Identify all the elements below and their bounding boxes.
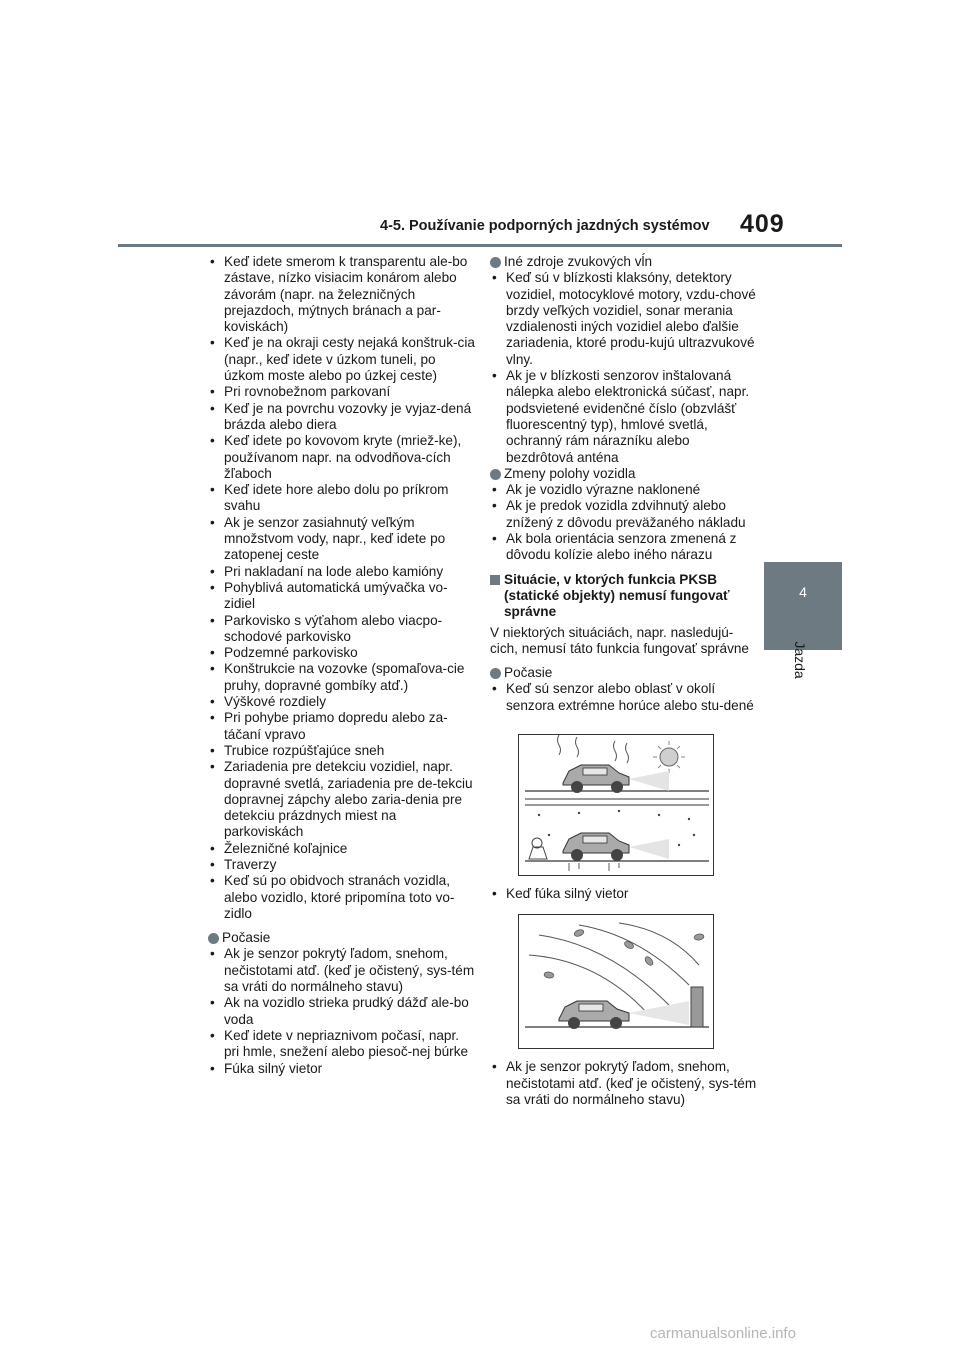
- chapter-label-text: Jazda: [792, 641, 808, 679]
- list-item: • Ak je predok vozidla zdvihnutý alebo znížený z dôvodu preväžaného nákladu: [490, 498, 760, 531]
- list-item: • Keď idete v nepriaznivom počasí, napr. pri hmle, snežení alebo piesoč-nej búrke: [208, 1028, 476, 1061]
- list-item: • Železničné koľajnice: [208, 841, 476, 857]
- list-item: • Ak na vozidlo strieka prudký dážď ale-bo voda: [208, 995, 476, 1028]
- list-item: • Výškové rozdiely: [208, 694, 476, 710]
- position-bullet-list: [490, 482, 760, 563]
- circle-bullet-icon: [208, 933, 219, 944]
- page-number: 409: [740, 210, 785, 238]
- list-item: • Keď sú senzor alebo oblasť v okolí senzora extrémne horúce alebo stu-dené: [490, 681, 760, 714]
- list-item: • Zariadenia pre detekciu vozidiel, napr. dopravné svetlá, zariadenia pre de-tekciu dopravnej zápchy alebo zaria-denia pre detekciu prázdnych miest na parkoviskách: [208, 759, 476, 840]
- chapter-number: 4: [799, 584, 807, 600]
- pksb-intro: V niektorých situáciách, napr. nasledujú-cich, nemusí táto funkcia fungovať správne: [490, 624, 749, 656]
- list-item: • Keď fúka silný vietor: [490, 886, 760, 902]
- square-bullet-icon: [490, 575, 500, 585]
- footer-watermark: carmanualsonline.info: [650, 1325, 796, 1342]
- list-item: • Trubice rozpúšťajúce sneh: [208, 743, 476, 759]
- position-heading: Zmeny polohy vozidla: [490, 466, 760, 482]
- list-item: • Keď je na povrchu vozovky je vyjaz-dená brázda alebo diera: [208, 401, 476, 434]
- circle-bullet-icon: [490, 257, 501, 268]
- header-rule: [118, 244, 842, 247]
- list-item: • Keď idete po kovovom kryte (mriež-ke), používanom napr. na odvodňova-cích žľaboch: [208, 433, 476, 482]
- list-item: • Traverzy: [208, 857, 476, 873]
- list-item: • Ak je vozidlo výrazne naklonené: [490, 482, 760, 498]
- left-column: [208, 254, 476, 1077]
- list-item: • Ak je senzor pokrytý ľadom, snehom, nečistotami atď. (keď je očistený, sys-tém sa vráti do normálneho stavu): [208, 946, 476, 995]
- list-item: • Keď je na okraji cesty nejaká konštruk-cia (napr., keď idete v úzkom tuneli, po úzkom moste alebo po úzkej ceste): [208, 335, 476, 384]
- circle-bullet-icon: [490, 469, 501, 480]
- left-bullet-list-2: [208, 946, 476, 1076]
- section-title: 4-5. Používanie podporných jazdných systémov: [380, 218, 710, 234]
- list-item: • Ak je v blízkosti senzorov inštalovaná nálepka alebo elektronická súčasť, napr. podsvietené evidenčné číslo (obzvlášť fluorescentný typ), hmlové svetlá, ochranný rám nárazníku alebo bezdrôtová anténa: [490, 368, 760, 466]
- page-header: [0, 0, 960, 250]
- list-item: • Keď sú po obidvoch stranách vozidla, alebo vozidlo, ktoré pripomína toto vo-zidlo: [208, 873, 476, 922]
- list-item: • Konštrukcie na vozovke (spomaľova-cie pruhy, dopravné gombíky atď.): [208, 661, 476, 694]
- list-item: • Fúka silný vietor: [208, 1061, 476, 1077]
- list-item: • Pri nakladaní na lode alebo kamióny: [208, 564, 476, 580]
- wind-illustration: [519, 915, 715, 1050]
- list-item: • Pri rovnobežnom parkovaní: [208, 384, 476, 400]
- list-item: • Ak je senzor zasiahnutý veľkým množstvom vody, napr., keď idete po zatopenej ceste: [208, 515, 476, 564]
- hot-cold-illustration: [519, 735, 715, 877]
- sound-bullet-list: [490, 270, 760, 466]
- weather-heading-right: Počasie: [490, 665, 760, 681]
- list-item: • Keď idete hore alebo dolu po príkrom svahu: [208, 482, 476, 515]
- list-item: • Pohyblivá automatická umývačka vo-zidiel: [208, 580, 476, 613]
- left-bullet-list-1: [208, 254, 476, 922]
- list-item: • Parkovisko s výťahom alebo viacpo-schodové parkovisko: [208, 613, 476, 646]
- chapter-label: [790, 632, 808, 692]
- weather-heading-left: Počasie: [208, 930, 476, 946]
- sound-heading: Iné zdroje zvukových vĺn: [490, 254, 760, 270]
- circle-bullet-icon: [490, 668, 501, 679]
- list-item: • Podzemné parkovisko: [208, 645, 476, 661]
- list-item: • Pri pohybe priamo dopredu alebo za-táčaní vpravo: [208, 710, 476, 743]
- pksb-heading: Situácie, v ktorých funkcia PKSB (statické objekty) nemusí fungovať správne: [490, 572, 760, 621]
- illustration-strong-wind: [518, 914, 714, 1049]
- list-item: • Ak bola orientácia senzora zmenená z dôvodu kolízie alebo iného nárazu: [490, 531, 760, 564]
- list-item: • Ak je senzor pokrytý ľadom, snehom, nečistotami atď. (keď je očistený, sys-tém sa vráti do normálneho stavu): [490, 1059, 760, 1108]
- list-item: • Keď sú v blízkosti klaksóny, detektory vozidiel, motocyklové motory, vzdu-chové brzdy veľkých vozidiel, sonar merania vzdialenosti iných vozidiel alebo ďalšie zariadenia, ktoré produ-kujú ultrazvukové vlny.: [490, 270, 760, 368]
- illustration-hot-cold-sensor: [518, 734, 714, 876]
- right-column: [490, 254, 760, 1108]
- list-item: • Keď idete smerom k transparentu ale-bo zástave, nízko visiacim konárom alebo závorám (napr. na železničných prejazdoch, mýtnych bránach a par-koviskách): [208, 254, 476, 335]
